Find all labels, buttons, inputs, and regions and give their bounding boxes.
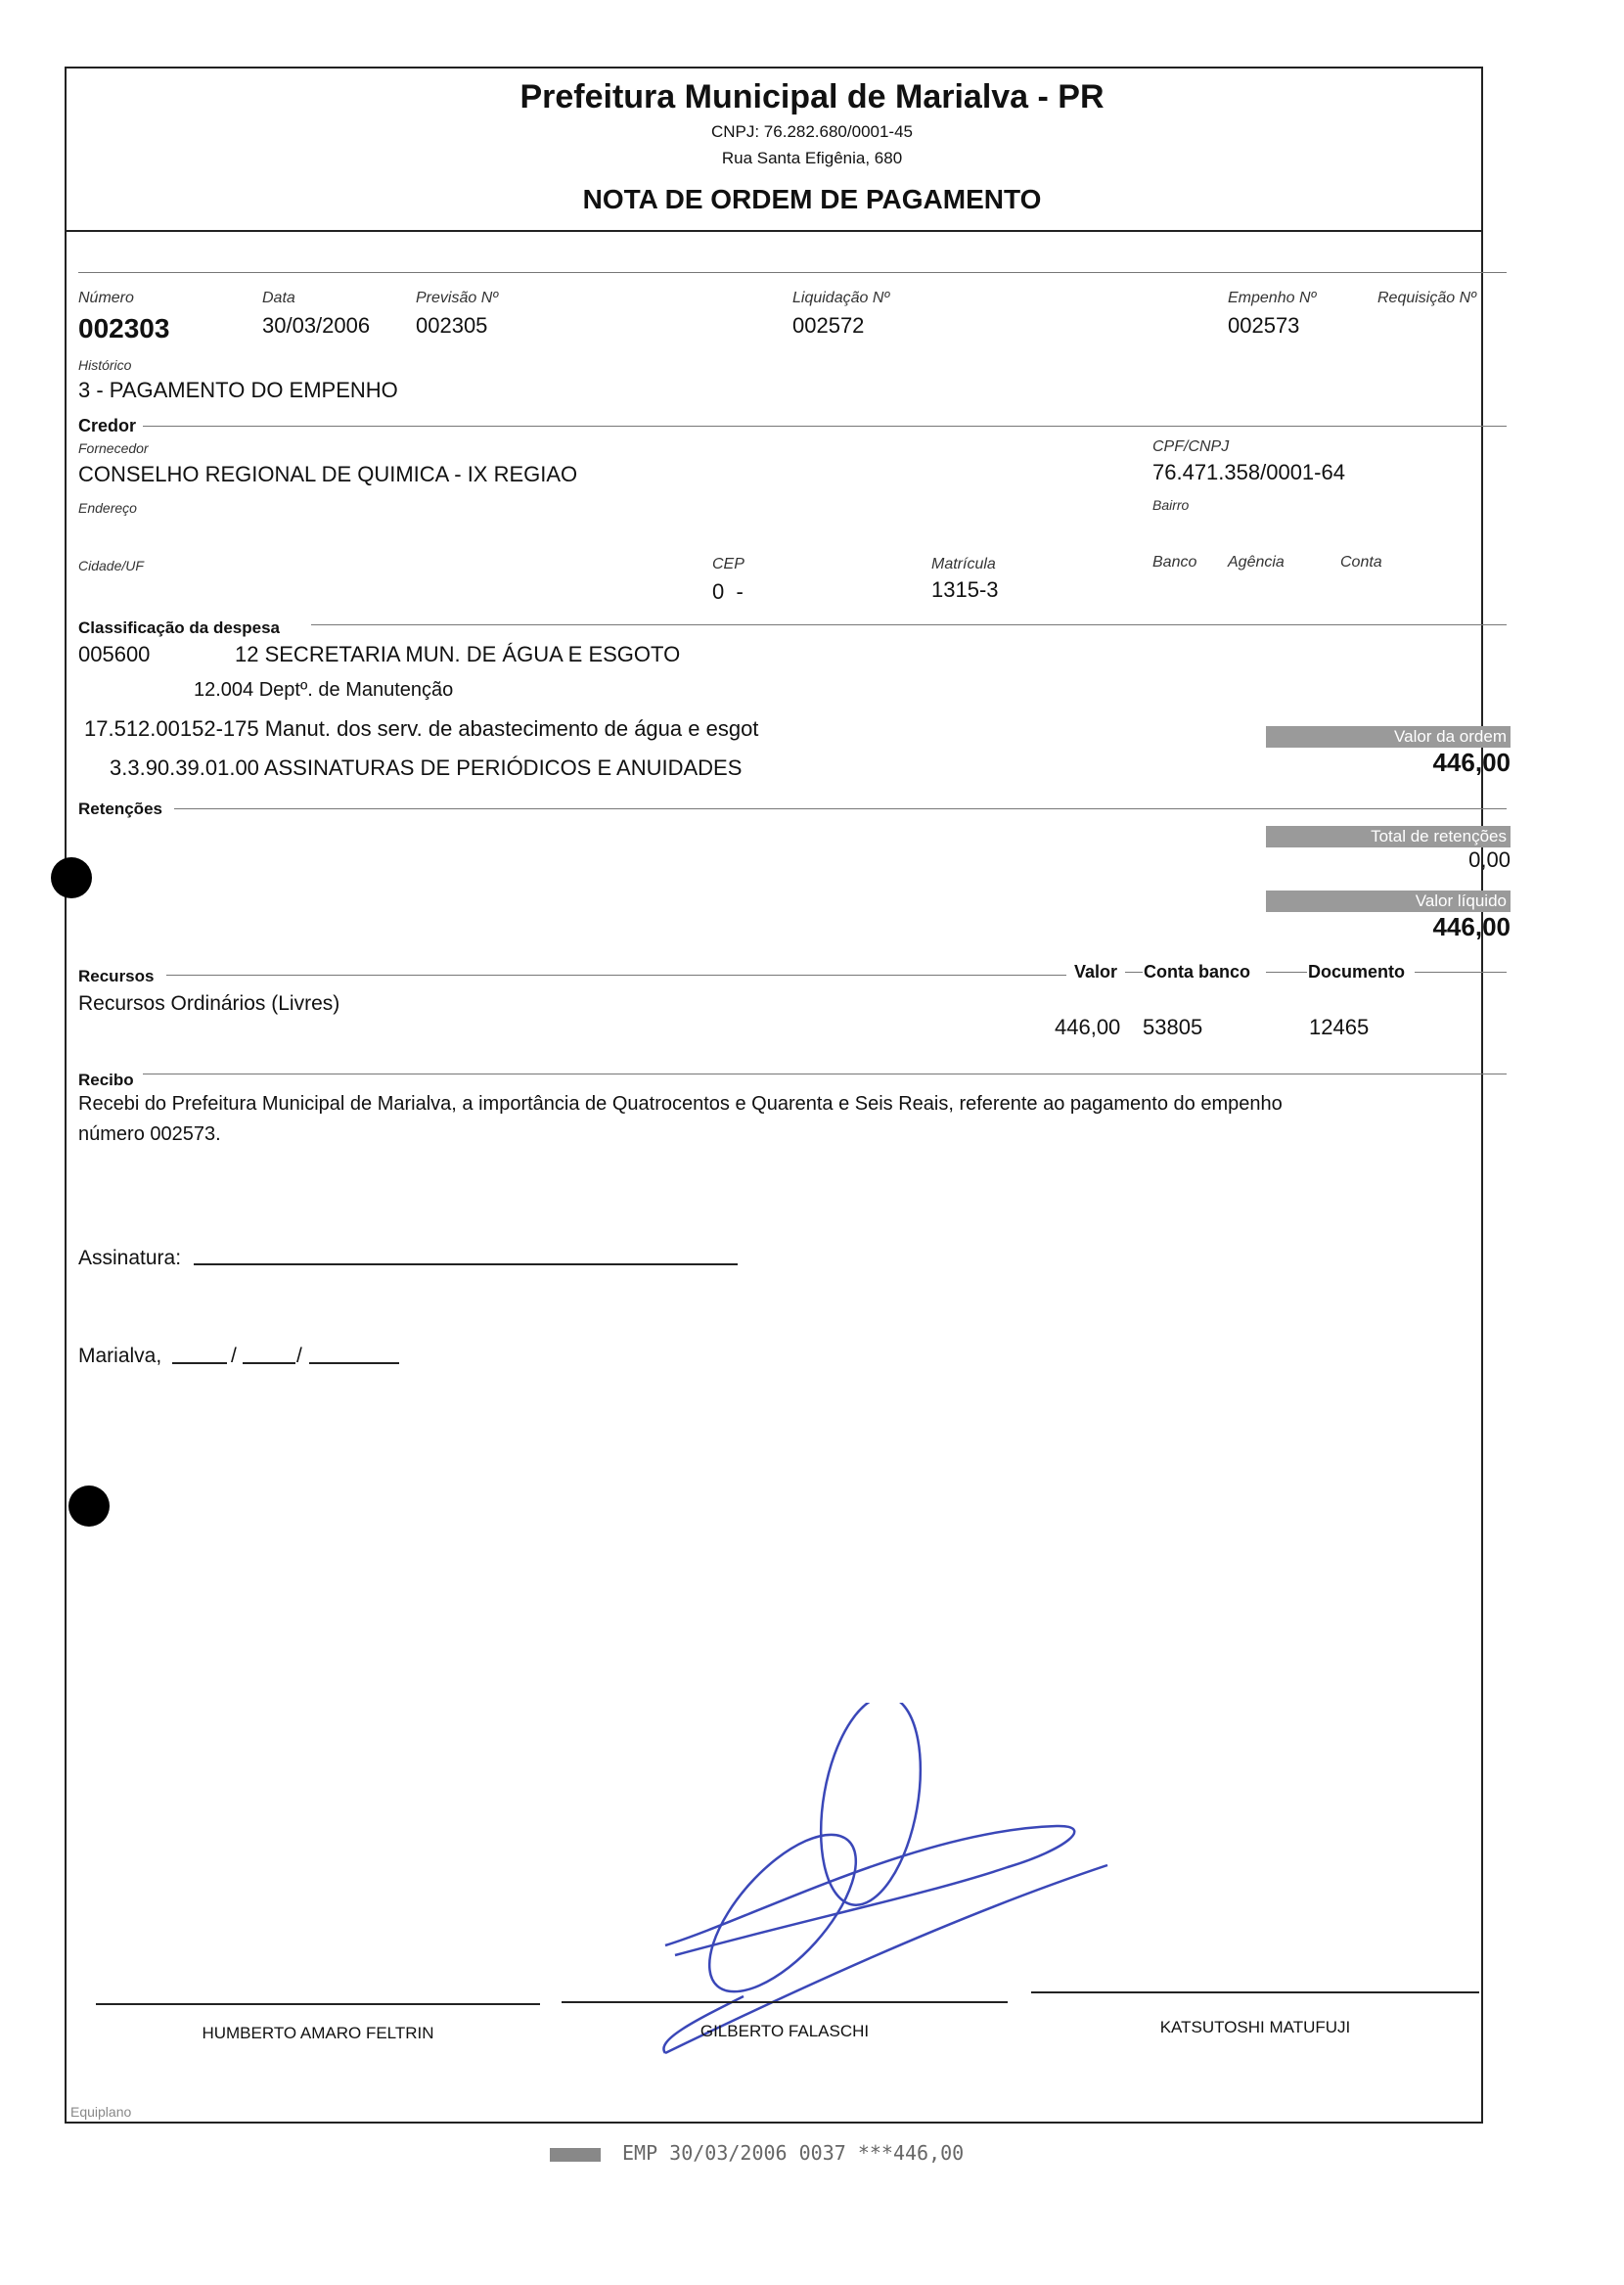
signature-line-1 [96, 2003, 540, 2005]
date-slash-1: / [231, 1345, 237, 1367]
cnpj-text: CNPJ: 76.282.680/0001-45 [710, 122, 914, 141]
date-month-line [243, 1362, 295, 1364]
signatory-3: KATSUTOSHI MATUFUJI [1159, 2018, 1351, 2036]
retencoes-section: Retenções [78, 800, 162, 818]
recursos-valor: 446,00 [1055, 1015, 1121, 1039]
recursos-rule-2 [1125, 972, 1143, 973]
recursos-documento-label: Documento [1308, 962, 1405, 982]
data-label: Data [262, 290, 295, 306]
header-divider [65, 230, 1483, 232]
recursos-conta: 53805 [1143, 1015, 1203, 1039]
recibo-section: Recibo [78, 1071, 134, 1089]
empenho-value: 002573 [1228, 313, 1300, 338]
signature-line-2 [562, 2001, 1008, 2003]
date-year-line [309, 1362, 399, 1364]
punch-hole-bottom [68, 1485, 110, 1527]
cep-label: CEP [712, 556, 744, 572]
recursos-documento: 12465 [1309, 1015, 1370, 1039]
fields-divider [78, 272, 1507, 273]
recursos-rule-4 [1415, 972, 1507, 973]
historico-label: Histórico [78, 357, 132, 373]
nota-title: NOTA DE ORDEM DE PAGAMENTO [582, 184, 1042, 214]
assinatura-line [194, 1263, 738, 1265]
cidade-label: Cidade/UF [78, 558, 144, 573]
numero-label: Número [78, 290, 134, 306]
cpf-label: CPF/CNPJ [1152, 438, 1230, 455]
classificacao-line4: 3.3.90.39.01.00 ASSINATURAS DE PERIÓDICOS E ANUIDADES [110, 755, 743, 780]
bank-stamp [550, 2141, 964, 2165]
matricula-label: Matrícula [931, 556, 996, 572]
previsao-value: 002305 [416, 313, 488, 338]
liquidacao-label: Liquidação Nº [792, 290, 890, 306]
local-date-label: Marialva, [78, 1345, 162, 1367]
recibo-line2: número 002573. [78, 1123, 221, 1145]
cep-value: 0 - [712, 579, 744, 604]
signatory-1: HUMBERTO AMARO FELTRIN [202, 2024, 434, 2042]
classificacao-section: Classificação da despesa [78, 618, 281, 637]
document-title: Prefeitura Municipal de Marialva - PR [519, 78, 1105, 115]
classificacao-line2: 12.004 Deptº. de Manutenção [194, 679, 454, 701]
credor-section: Credor [78, 416, 137, 435]
retencoes-rule [174, 808, 1507, 809]
recursos-rule [166, 975, 1066, 976]
recursos-section: Recursos [78, 967, 155, 985]
recursos-valor-label: Valor [1074, 962, 1118, 982]
previsao-label: Previsão Nº [416, 290, 499, 306]
stamp-text: EMP 30/03/2006 0037 ***446,00 [622, 2141, 965, 2165]
matricula-value: 1315-3 [931, 577, 999, 602]
date-slash-2: / [296, 1345, 302, 1367]
bairro-label: Bairro [1152, 497, 1190, 513]
valor-liquido-value: 446,00 [1432, 912, 1511, 941]
fornecedor-label: Fornecedor [78, 440, 149, 456]
classificacao-code: 005600 [78, 642, 151, 666]
assinatura-label: Assinatura: [78, 1247, 182, 1269]
conta-label: Conta [1340, 554, 1382, 571]
total-retencoes-value: 0,00 [1468, 847, 1511, 872]
classificacao-rule [311, 624, 1507, 625]
valor-ordem-label: Valor da ordem [1266, 726, 1511, 748]
cpf-value: 76.471.358/0001-64 [1152, 460, 1345, 484]
liquidacao-value: 002572 [792, 313, 865, 338]
data-value: 30/03/2006 [262, 313, 371, 338]
recursos-descricao: Recursos Ordinários (Livres) [78, 992, 340, 1015]
recursos-conta-label: Conta banco [1144, 962, 1251, 982]
empenho-label: Empenho Nº [1228, 290, 1317, 306]
date-day-line [172, 1362, 227, 1364]
valor-ordem-value: 446,00 [1432, 748, 1511, 777]
agencia-label: Agência [1228, 554, 1285, 571]
recursos-rule-3 [1266, 972, 1307, 973]
total-retencoes-label: Total de retenções [1266, 826, 1511, 847]
credor-rule [143, 426, 1507, 427]
endereco-label: Endereço [78, 500, 137, 516]
classificacao-line3: 17.512.00152-175 Manut. dos serv. de abastecimento de água e esgot [84, 716, 759, 741]
numero-value: 002303 [78, 313, 170, 343]
valor-liquido-label: Valor líquido [1266, 891, 1511, 912]
fornecedor-value: CONSELHO REGIONAL DE QUIMICA - IX REGIAO [78, 462, 578, 486]
signature-image [636, 1703, 1125, 2065]
banco-label: Banco [1152, 554, 1197, 571]
signature-line-3 [1031, 1991, 1479, 1993]
historico-value: 3 - PAGAMENTO DO EMPENHO [78, 378, 398, 402]
punch-hole-top [51, 857, 92, 898]
address-text: Rua Santa Efigênia, 680 [721, 149, 903, 167]
classificacao-line1: 12 SECRETARIA MUN. DE ÁGUA E ESGOTO [235, 642, 681, 666]
stamp-mark [550, 2148, 601, 2162]
requisicao-label: Requisição Nº [1377, 290, 1476, 306]
software-label: Equiplano [70, 2104, 132, 2120]
recibo-line1: Recebi do Prefeitura Municipal de Marialva, a importância de Quatrocentos e Quarenta e Seis Reais, referente ao pagamento do empenho [78, 1093, 1283, 1115]
signatory-2: GILBERTO FALASCHI [699, 2022, 870, 2040]
